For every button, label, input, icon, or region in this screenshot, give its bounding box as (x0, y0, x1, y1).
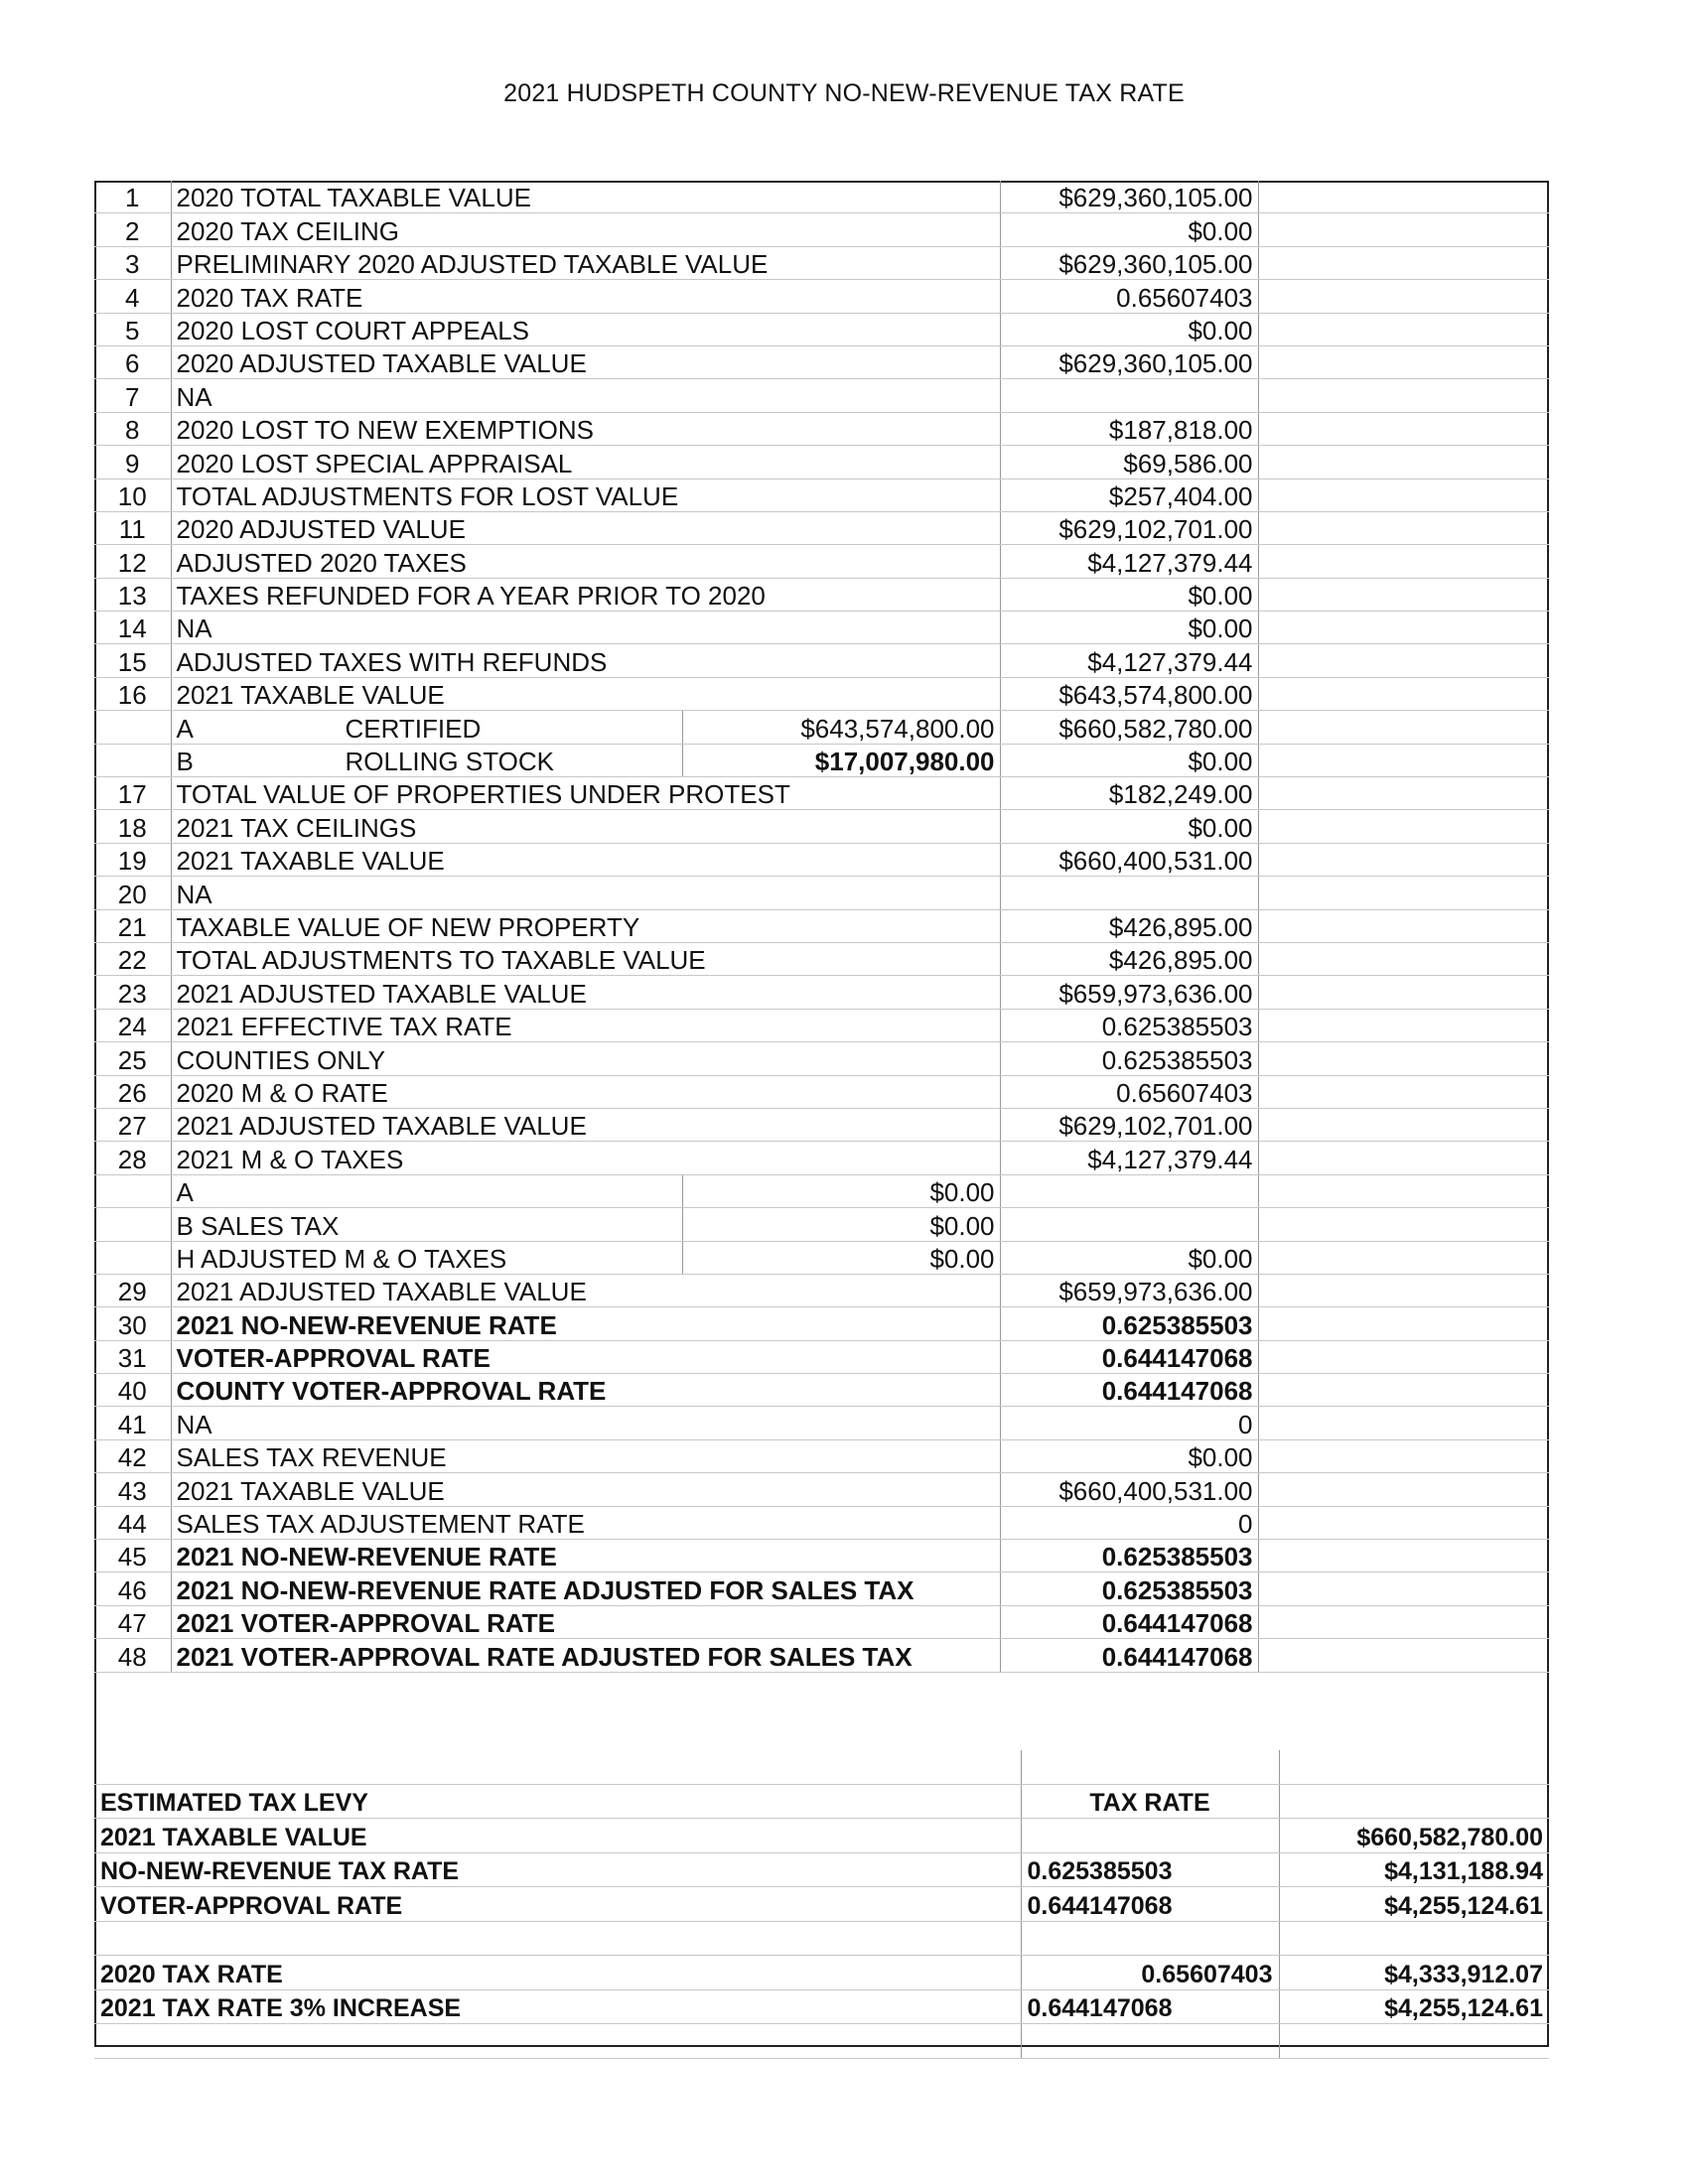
table-row (94, 1241, 1549, 1274)
summary-row (94, 1989, 1549, 2024)
line-value: $4,127,379.44 (1000, 1142, 1258, 1174)
line-description: ADJUSTED TAXES WITH REFUNDS (171, 644, 1000, 677)
line-description: ADJUSTED 2020 TAXES (171, 545, 1000, 578)
summary-tax-rate: 0.625385503 (1021, 1852, 1279, 1887)
table-row (94, 1572, 1549, 1605)
line-description: 2020 TAX RATE (171, 280, 1000, 313)
table-row (94, 478, 1549, 511)
line-description: PRELIMINARY 2020 ADJUSTED TAXABLE VALUE (171, 246, 1000, 279)
table-row (94, 545, 1549, 578)
line-number: 42 (94, 1439, 171, 1472)
summary-tax-rate: 0.644147068 (1021, 1887, 1279, 1922)
line-description: 2020 LOST SPECIAL APPRAISAL (171, 446, 1000, 478)
line-number: 43 (94, 1473, 171, 1506)
table-row (94, 1605, 1549, 1638)
table-row (94, 213, 1549, 246)
line-number: 11 (94, 511, 171, 544)
summary-amount (1279, 1784, 1549, 1819)
line-description: 2021 ADJUSTED TAXABLE VALUE (171, 1274, 1000, 1306)
line-number: 10 (94, 478, 171, 511)
line-number: 22 (94, 942, 171, 975)
summary-label: ESTIMATED TAX LEVY (94, 1784, 1021, 1819)
line-value: $0.00 (1000, 744, 1258, 776)
line-value: 0.625385503 (1000, 1042, 1258, 1075)
line-value (1000, 1208, 1258, 1241)
table-row (94, 744, 1549, 776)
line-description: 2021 NO-NEW-REVENUE RATE (171, 1540, 1000, 1572)
line-subtotal: $643,574,800.00 (682, 711, 1000, 744)
line-number: 18 (94, 810, 171, 843)
empty-cell (1258, 1439, 1549, 1472)
line-description: B SALES TAX (171, 1208, 682, 1241)
line-value: 0.65607403 (1000, 1075, 1258, 1108)
empty-cell (1258, 1572, 1549, 1605)
summary-amount: $4,255,124.61 (1279, 1989, 1549, 2024)
line-value: $659,973,636.00 (1000, 1274, 1258, 1306)
table-row (94, 1042, 1549, 1075)
line-description: COUNTY VOTER-APPROVAL RATE (171, 1374, 1000, 1407)
line-value: $0.00 (1000, 313, 1258, 345)
summary-row (94, 1921, 1549, 1956)
summary-tax-rate: 0.644147068 (1021, 1989, 1279, 2024)
line-number (94, 1241, 171, 1274)
line-value: $629,360,105.00 (1000, 181, 1258, 213)
empty-cell (1258, 711, 1549, 744)
table-row (94, 379, 1549, 412)
line-value: $4,127,379.44 (1000, 644, 1258, 677)
empty-cell (1258, 578, 1549, 611)
line-number: 30 (94, 1307, 171, 1340)
table-row (94, 1473, 1549, 1506)
line-description: 2020 M & O RATE (171, 1075, 1000, 1108)
table-row (94, 1108, 1549, 1141)
line-number: 9 (94, 446, 171, 478)
table-row (94, 1307, 1549, 1340)
summary-tax-rate (1021, 1750, 1279, 1784)
summary-row (94, 1750, 1549, 1784)
table-row (94, 677, 1549, 710)
summary-amount (1279, 2024, 1549, 2059)
line-description: 2020 TAX CEILING (171, 213, 1000, 246)
summary-label (94, 2024, 1021, 2059)
line-value: $187,818.00 (1000, 412, 1258, 445)
line-description: 2021 NO-NEW-REVENUE RATE ADJUSTED FOR SALES TAX (171, 1572, 1000, 1605)
line-number (94, 1208, 171, 1241)
table-row (94, 1174, 1549, 1207)
line-value: $629,102,701.00 (1000, 511, 1258, 544)
line-number: 3 (94, 246, 171, 279)
empty-cell (1258, 1009, 1549, 1041)
line-number (94, 1174, 171, 1207)
line-number: 31 (94, 1340, 171, 1373)
line-number: 45 (94, 1540, 171, 1572)
empty-cell (1258, 545, 1549, 578)
table-row (94, 181, 1549, 213)
empty-cell (1258, 246, 1549, 279)
table-row (94, 1274, 1549, 1306)
empty-cell (1258, 280, 1549, 313)
line-description: H ADJUSTED M & O TAXES (171, 1241, 682, 1274)
table-row (94, 345, 1549, 378)
empty-cell (1258, 677, 1549, 710)
line-description: 2021 TAX CEILINGS (171, 810, 1000, 843)
line-number: 15 (94, 644, 171, 677)
line-description: 2020 ADJUSTED VALUE (171, 511, 1000, 544)
line-sub-description: ROLLING STOCK (345, 747, 554, 777)
table-row (94, 1439, 1549, 1472)
line-description: 2020 TOTAL TAXABLE VALUE (171, 181, 1000, 213)
summary-tax-rate (1021, 2024, 1279, 2059)
line-description: TAXABLE VALUE OF NEW PROPERTY (171, 909, 1000, 942)
summary-tax-rate: TAX RATE (1021, 1784, 1279, 1819)
summary-label (94, 1750, 1021, 1784)
line-value: $182,249.00 (1000, 777, 1258, 810)
empty-cell (1258, 478, 1549, 511)
table-row (94, 1142, 1549, 1174)
line-description (171, 744, 682, 776)
summary-label: 2021 TAX RATE 3% INCREASE (94, 1989, 1021, 2024)
line-number: 23 (94, 976, 171, 1009)
empty-cell (1258, 1075, 1549, 1108)
line-value: 0.625385503 (1000, 1540, 1258, 1572)
table-row (94, 246, 1549, 279)
summary-amount: $4,131,188.94 (1279, 1852, 1549, 1887)
summary-label: 2021 TAXABLE VALUE (94, 1819, 1021, 1853)
table-row (94, 313, 1549, 345)
line-value: $629,360,105.00 (1000, 345, 1258, 378)
line-value: 0.644147068 (1000, 1340, 1258, 1373)
empty-cell (1258, 1274, 1549, 1306)
empty-cell (1258, 1108, 1549, 1141)
table-row (94, 1208, 1549, 1241)
table-row (94, 1506, 1549, 1539)
line-value: 0.644147068 (1000, 1605, 1258, 1638)
empty-cell (1258, 1506, 1549, 1539)
line-sub-letter: A (176, 713, 194, 744)
line-value: $4,127,379.44 (1000, 545, 1258, 578)
summary-row (94, 1819, 1549, 1853)
line-value: $257,404.00 (1000, 478, 1258, 511)
line-description: 2021 M & O TAXES (171, 1142, 1000, 1174)
summary-label: NO-NEW-REVENUE TAX RATE (94, 1852, 1021, 1887)
summary-tax-rate (1021, 1819, 1279, 1853)
line-number: 44 (94, 1506, 171, 1539)
table-row (94, 612, 1549, 644)
page-title: 2021 HUDSPETH COUNTY NO-NEW-REVENUE TAX RATE (503, 79, 1185, 107)
line-description: NA (171, 379, 1000, 412)
line-value (1000, 379, 1258, 412)
line-number: 26 (94, 1075, 171, 1108)
line-number: 1 (94, 181, 171, 213)
empty-cell (1258, 1473, 1549, 1506)
table-row (94, 1639, 1549, 1672)
line-number: 5 (94, 313, 171, 345)
table-row (94, 843, 1549, 876)
line-number: 41 (94, 1407, 171, 1439)
rate-calculation-table (94, 181, 1549, 1673)
line-value: 0.625385503 (1000, 1572, 1258, 1605)
line-value: $0.00 (1000, 810, 1258, 843)
line-value: 0.625385503 (1000, 1307, 1258, 1340)
summary-amount (1279, 1750, 1549, 1784)
line-description: COUNTIES ONLY (171, 1042, 1000, 1075)
line-value: $660,400,531.00 (1000, 1473, 1258, 1506)
empty-cell (1258, 1241, 1549, 1274)
table-row (94, 942, 1549, 975)
line-number: 28 (94, 1142, 171, 1174)
summary-tax-rate (1021, 1921, 1279, 1956)
empty-cell (1258, 1540, 1549, 1572)
line-description: NA (171, 877, 1000, 909)
empty-cell (1258, 942, 1549, 975)
summary-tax-rate: 0.65607403 (1021, 1956, 1279, 1990)
line-number: 25 (94, 1042, 171, 1075)
table-row (94, 644, 1549, 677)
line-number: 47 (94, 1605, 171, 1638)
line-number: 19 (94, 843, 171, 876)
summary-row (94, 1852, 1549, 1887)
line-description: NA (171, 1407, 1000, 1439)
empty-cell (1258, 612, 1549, 644)
line-value: 0.644147068 (1000, 1374, 1258, 1407)
table-row (94, 711, 1549, 744)
line-description (171, 711, 682, 744)
line-value: $629,360,105.00 (1000, 246, 1258, 279)
line-description: SALES TAX REVENUE (171, 1439, 1000, 1472)
line-value: 0.625385503 (1000, 1009, 1258, 1041)
table-row (94, 1540, 1549, 1572)
summary-row (94, 1887, 1549, 1922)
line-description: 2021 VOTER-APPROVAL RATE (171, 1605, 1000, 1638)
table-row (94, 877, 1549, 909)
line-number (94, 711, 171, 744)
line-value: $660,400,531.00 (1000, 843, 1258, 876)
line-description: TOTAL ADJUSTMENTS TO TAXABLE VALUE (171, 942, 1000, 975)
line-subtotal: $0.00 (682, 1241, 1000, 1274)
line-value: $0.00 (1000, 612, 1258, 644)
empty-cell (1258, 213, 1549, 246)
empty-cell (1258, 345, 1549, 378)
line-number: 12 (94, 545, 171, 578)
table-row (94, 511, 1549, 544)
line-value: $643,574,800.00 (1000, 677, 1258, 710)
line-value: $0.00 (1000, 1241, 1258, 1274)
line-value: $426,895.00 (1000, 909, 1258, 942)
table-row (94, 578, 1549, 611)
line-value (1000, 877, 1258, 909)
line-value: $629,102,701.00 (1000, 1108, 1258, 1141)
line-value: $0.00 (1000, 1439, 1258, 1472)
line-number: 17 (94, 777, 171, 810)
empty-cell (1258, 1374, 1549, 1407)
table-row (94, 1374, 1549, 1407)
table-row (94, 1407, 1549, 1439)
line-description: 2021 TAXABLE VALUE (171, 843, 1000, 876)
summary-amount: $4,333,912.07 (1279, 1956, 1549, 1990)
line-description: 2021 ADJUSTED TAXABLE VALUE (171, 1108, 1000, 1141)
empty-cell (1258, 909, 1549, 942)
table-row (94, 777, 1549, 810)
empty-cell (1258, 313, 1549, 345)
empty-cell (1258, 1605, 1549, 1638)
line-description: 2021 TAXABLE VALUE (171, 1473, 1000, 1506)
empty-cell (1258, 1407, 1549, 1439)
summary-label: VOTER-APPROVAL RATE (94, 1887, 1021, 1922)
summary-amount: $660,582,780.00 (1279, 1819, 1549, 1853)
line-value: $69,586.00 (1000, 446, 1258, 478)
line-sub-letter: B (176, 747, 194, 777)
empty-cell (1258, 644, 1549, 677)
line-value: $0.00 (1000, 213, 1258, 246)
empty-cell (1258, 181, 1549, 213)
table-row (94, 1009, 1549, 1041)
line-number: 24 (94, 1009, 171, 1041)
empty-cell (1258, 1307, 1549, 1340)
table-row (94, 280, 1549, 313)
line-description: 2020 LOST COURT APPEALS (171, 313, 1000, 345)
empty-cell (1258, 1142, 1549, 1174)
line-number: 4 (94, 280, 171, 313)
empty-cell (1258, 379, 1549, 412)
line-value (1000, 1174, 1258, 1207)
line-value: $0.00 (1000, 578, 1258, 611)
line-value: 0 (1000, 1407, 1258, 1439)
table-row (94, 1075, 1549, 1108)
empty-cell (1258, 412, 1549, 445)
empty-cell (1258, 1340, 1549, 1373)
line-number: 29 (94, 1274, 171, 1306)
table-row (94, 412, 1549, 445)
line-number: 8 (94, 412, 171, 445)
line-number: 16 (94, 677, 171, 710)
line-description: 2021 ADJUSTED TAXABLE VALUE (171, 976, 1000, 1009)
summary-label: 2020 TAX RATE (94, 1956, 1021, 1990)
summary-amount (1279, 1921, 1549, 1956)
line-value: 0.65607403 (1000, 280, 1258, 313)
summary-label (94, 1921, 1021, 1956)
empty-cell (1258, 446, 1549, 478)
line-number: 2 (94, 213, 171, 246)
empty-cell (1258, 511, 1549, 544)
empty-cell (1258, 810, 1549, 843)
line-value: $659,973,636.00 (1000, 976, 1258, 1009)
line-description: TAXES REFUNDED FOR A YEAR PRIOR TO 2020 (171, 578, 1000, 611)
line-description: A (171, 1174, 682, 1207)
line-description: TOTAL VALUE OF PROPERTIES UNDER PROTEST (171, 777, 1000, 810)
line-subtotal: $0.00 (682, 1208, 1000, 1241)
line-description: 2021 EFFECTIVE TAX RATE (171, 1009, 1000, 1041)
line-number (94, 744, 171, 776)
line-value: 0.644147068 (1000, 1639, 1258, 1672)
line-subtotal: $17,007,980.00 (682, 744, 1000, 776)
table-row (94, 976, 1549, 1009)
line-value: 0 (1000, 1506, 1258, 1539)
table-row (94, 810, 1549, 843)
line-description: VOTER-APPROVAL RATE (171, 1340, 1000, 1373)
line-number: 7 (94, 379, 171, 412)
table-row (94, 1340, 1549, 1373)
summary-row (94, 2024, 1549, 2059)
line-description: NA (171, 612, 1000, 644)
line-description: TOTAL ADJUSTMENTS FOR LOST VALUE (171, 478, 1000, 511)
empty-cell (1258, 1174, 1549, 1207)
line-number: 6 (94, 345, 171, 378)
line-number: 13 (94, 578, 171, 611)
line-description: 2020 LOST TO NEW EXEMPTIONS (171, 412, 1000, 445)
table-row (94, 446, 1549, 478)
line-description: 2020 ADJUSTED TAXABLE VALUE (171, 345, 1000, 378)
line-value: $426,895.00 (1000, 942, 1258, 975)
empty-cell (1258, 1208, 1549, 1241)
empty-cell (1258, 877, 1549, 909)
line-subtotal: $0.00 (682, 1174, 1000, 1207)
line-value: $660,582,780.00 (1000, 711, 1258, 744)
line-number: 21 (94, 909, 171, 942)
line-number: 14 (94, 612, 171, 644)
empty-cell (1258, 744, 1549, 776)
empty-cell (1258, 777, 1549, 810)
line-description: 2021 TAXABLE VALUE (171, 677, 1000, 710)
line-number: 20 (94, 877, 171, 909)
empty-cell (1258, 843, 1549, 876)
tax-levy-summary (94, 1750, 1549, 2059)
summary-row (94, 1784, 1549, 1819)
summary-row (94, 1956, 1549, 1990)
line-number: 48 (94, 1639, 171, 1672)
empty-cell (1258, 1639, 1549, 1672)
summary-amount: $4,255,124.61 (1279, 1887, 1549, 1922)
line-sub-description: CERTIFIED (345, 713, 482, 744)
line-description: 2021 NO-NEW-REVENUE RATE (171, 1307, 1000, 1340)
line-description: SALES TAX ADJUSTEMENT RATE (171, 1506, 1000, 1539)
empty-cell (1258, 976, 1549, 1009)
line-number: 40 (94, 1374, 171, 1407)
line-number: 27 (94, 1108, 171, 1141)
table-row (94, 909, 1549, 942)
line-number: 46 (94, 1572, 171, 1605)
empty-cell (1258, 1042, 1549, 1075)
line-description: 2021 VOTER-APPROVAL RATE ADJUSTED FOR SALES TAX (171, 1639, 1000, 1672)
